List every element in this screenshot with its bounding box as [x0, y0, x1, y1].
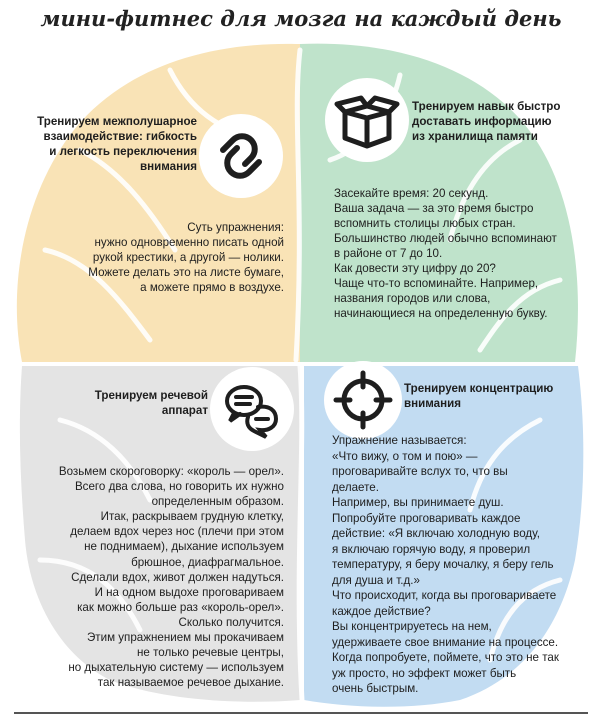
body-line: для душа и т.д.»: [332, 573, 420, 587]
body-line: начинающиеся на определенную букву.: [334, 307, 548, 320]
section-bottom-right-body: [332, 433, 594, 697]
heading-line: взаимодействие: гибкость: [43, 130, 197, 143]
body-line: не поднимаем), дыхание используем: [84, 540, 284, 554]
body-line: Например, вы принимаете душ.: [332, 496, 504, 509]
section-top-left-body: [60, 220, 284, 295]
open-box-icon: [325, 78, 409, 162]
body-line: Когда попробуете, поймете, что это не так: [332, 651, 559, 664]
body-line: уж просто, но эффект может быть: [332, 666, 517, 680]
body-line: как можно больше раз «король-орел».: [77, 600, 284, 614]
heading-line: и легкость переключения: [49, 145, 197, 158]
body-line: проговаривайте вслух то, что вы: [332, 465, 508, 478]
speech-bubbles-icon: [210, 367, 294, 451]
heading-line: внимания: [139, 160, 197, 173]
body-line: Упражнение называется:: [332, 434, 467, 447]
heading-line: аппарат: [161, 404, 208, 417]
body-line: И на одном выдохе проговариваем: [94, 585, 284, 599]
section-bottom-left-heading: [60, 388, 208, 418]
brain-lobe-top-left: [17, 44, 300, 362]
section-top-right-body: [334, 186, 589, 321]
heading-line: внимания: [404, 397, 462, 410]
body-line: так называемое речевое дыхание.: [97, 676, 284, 690]
chain-link-icon: [199, 114, 283, 198]
body-line: брюшное, диафрагмальное.: [131, 555, 284, 569]
body-line: делаем вдох через нос (плечи при этом: [70, 525, 284, 539]
heading-line: Тренируем речевой: [94, 389, 208, 402]
crosshair-target-icon: [324, 361, 402, 439]
body-line: Суть упражнения:: [187, 221, 284, 234]
body-line: определенным образом.: [151, 495, 284, 509]
body-line: Большинство людей обычно вспоминают: [334, 232, 557, 245]
body-line: удерживаете свое внимание на процессе.: [332, 635, 559, 649]
body-line: температуру, я беру мочалку, я беру гель: [332, 558, 554, 571]
body-line: Ваша задача — за это время быстро: [334, 202, 534, 215]
body-line: Всего два слова, но говорить их нужно: [74, 480, 284, 494]
heading-line: Тренируем межполушарное: [37, 115, 197, 128]
heading-line: Тренируем концентрацию: [404, 382, 554, 395]
body-line: нужно одновременно писать одной: [94, 236, 284, 249]
body-line: но дыхательную систему — используем: [68, 661, 284, 675]
body-line: в районе от 7 до 10.: [334, 247, 443, 260]
body-line: Итак, раскрываем грудную клетку,: [100, 510, 284, 524]
box-icon-circle: [325, 78, 409, 162]
speech-icon-circle: [210, 367, 294, 451]
section-top-left-heading: [20, 114, 197, 174]
body-line: каждое действие?: [332, 604, 431, 618]
body-line: действие: «Я включаю холодную воду,: [332, 527, 541, 540]
body-line: а можете прямо в воздухе.: [140, 281, 284, 294]
body-line: «Что вижу, о том и пою» —: [332, 449, 478, 463]
body-line: Сделали вдох, живот должен надуться.: [71, 570, 284, 584]
body-line: Этим упражнением мы прокачиваем: [86, 631, 284, 645]
body-line: Возьмем скороговорку: «король — орел».: [58, 465, 284, 478]
chain-icon-circle: [199, 114, 283, 198]
body-line: Сколько получится.: [178, 615, 284, 629]
body-line: очень быстрым.: [332, 682, 419, 695]
page-title: мини-фитнес для мозга на каждый день: [40, 6, 562, 31]
body-line: не только речевые центры,: [137, 646, 284, 660]
body-line: Попробуйте проговаривать каждое: [332, 511, 521, 525]
body-line: названия городов или слова,: [334, 292, 491, 305]
body-line: Что происходит, когда вы проговариваете: [332, 589, 557, 602]
section-bottom-left-body: [18, 464, 284, 690]
body-line: я включаю горячую воду, я проверил: [332, 542, 531, 556]
body-line: вспомнить столицы любых стран.: [334, 217, 516, 230]
section-top-right-heading: [412, 99, 587, 144]
section-bottom-right-heading: [404, 381, 589, 411]
body-line: Как довести эту цифру до 20?: [334, 262, 496, 275]
heading-line: доставать информацию: [412, 115, 552, 128]
target-icon-circle: [324, 361, 402, 439]
body-line: Засекайте время: 20 секунд.: [334, 187, 489, 200]
bottom-divider: [14, 712, 588, 714]
body-line: Чаще что-то вспоминайте. Например,: [334, 277, 539, 290]
body-line: рукой крестики, а другой — нолики.: [92, 251, 284, 264]
body-line: Вы концентрируетесь на нем,: [332, 620, 492, 633]
heading-line: Тренируем навык быстро: [412, 100, 561, 113]
heading-line: из хранилища памяти: [412, 130, 538, 143]
body-line: Можете делать это на листе бумаге,: [88, 266, 284, 279]
body-line: делаете.: [332, 480, 379, 494]
